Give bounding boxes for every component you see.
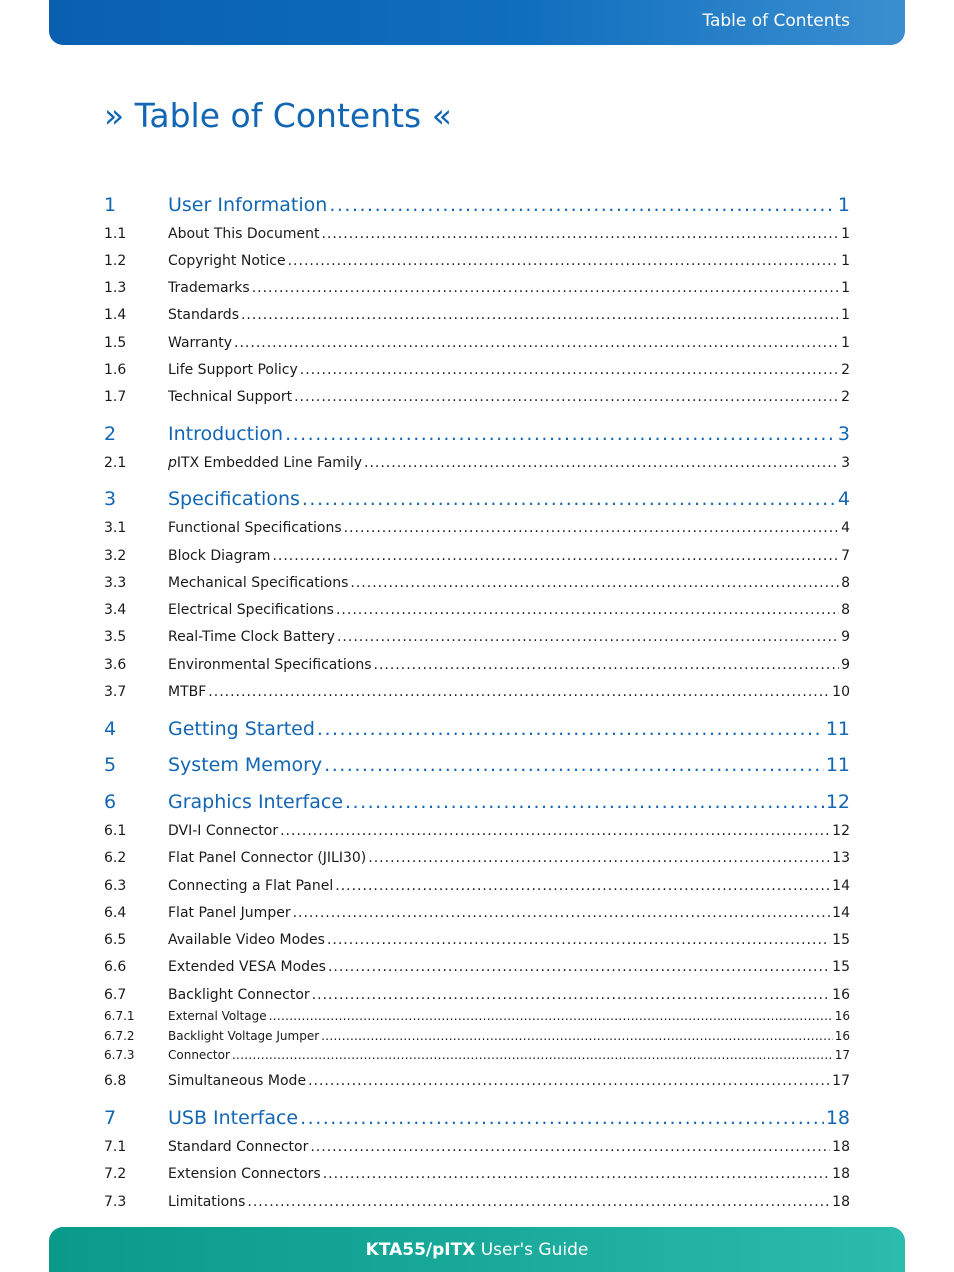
toc-entry-label: Block Diagram [168,548,271,564]
toc-entry-label: Flat Panel Jumper [168,905,291,921]
toc-leader-dots [321,1029,833,1043]
toc-entry-page: 15 [832,959,850,975]
toc-entry-page: 15 [832,932,850,948]
toc-entry-page: 12 [832,823,850,839]
header-band [49,0,905,45]
toc-entry-number: 7.1 [104,1139,127,1155]
toc-entry-page: 3 [837,423,850,445]
toc-entry-number: 6 [104,791,117,813]
toc-leader-dots [312,987,830,1003]
toc-leader-dots [368,850,830,866]
toc-leader-dots [288,253,839,269]
toc-entry-label: Introduction [168,423,284,445]
toc-leader-dots [329,194,836,216]
toc-entry-number: 3.5 [104,629,127,645]
toc-entry-number: 3.7 [104,684,127,700]
footer-product: KTA55/pITX [365,1240,476,1260]
toc-entry-label: Trademarks [168,280,250,296]
toc-leader-dots [272,548,839,564]
toc-entry-label: Mechanical Specifications [168,575,349,591]
toc-entry[interactable] [104,520,850,536]
toc-entry-page: 11 [825,754,850,776]
toc-entry-number: 6.2 [104,850,127,866]
toc-entry-page: 2 [841,362,850,378]
toc-entry-number: 6.7 [104,987,127,1003]
toc-leader-dots [336,602,839,618]
toc-entry-label: Copyright Notice [168,253,286,269]
toc-entry[interactable] [104,932,850,948]
toc-leader-dots [323,1166,830,1182]
toc-entry[interactable] [104,1194,850,1210]
footer-text [49,1240,905,1260]
toc-entry-page: 9 [841,629,850,645]
toc-entry-number: 2 [104,423,117,445]
toc-entry-label: Backlight Voltage Jumper [168,1029,320,1043]
toc-entry-number: 6.1 [104,823,127,839]
toc-entry-number: 6.7.2 [104,1029,135,1043]
toc-entry-number: 6.6 [104,959,127,975]
toc-entry[interactable] [104,1073,850,1089]
toc-entry-page: 16 [832,987,850,1003]
toc-leader-dots [350,575,839,591]
toc-entry[interactable] [104,878,850,894]
toc-entry[interactable] [104,1029,850,1043]
toc-entry-page: 1 [841,335,850,351]
toc-entry[interactable] [104,389,850,405]
toc-leader-dots [302,488,836,510]
toc-leader-dots [252,280,839,296]
toc-leader-dots [285,423,836,445]
toc-entry-number: 6.4 [104,905,127,921]
toc-entry-number: 6.5 [104,932,127,948]
toc-entry-page: 1 [841,280,850,296]
toc-entry-number: 1.3 [104,280,127,296]
toc-entry-page: 18 [825,1107,850,1129]
toc-entry[interactable] [104,362,850,378]
toc-entry-page: 11 [825,718,850,740]
toc-entry-page: 16 [834,1009,850,1023]
toc-entry-number: 3 [104,488,117,510]
toc-entry-label: Specifications [168,488,300,510]
toc-entry-number: 3.3 [104,575,127,591]
toc-leader-dots [324,754,824,776]
page-title: » Table of Contents « [104,96,452,135]
toc-entry-page: 12 [825,791,850,813]
toc-entry-number: 1 [104,194,117,216]
toc-entry-label: Flat Panel Connector (JILI30) [168,850,367,866]
toc-entry-label: pITX Embedded Line Family [168,455,362,471]
toc-entry[interactable] [104,754,850,776]
toc-entry[interactable] [104,226,850,242]
toc-entry[interactable] [104,423,850,445]
toc-entry-number: 3.2 [104,548,127,564]
toc-entry[interactable] [104,335,850,351]
toc-entry-number: 7.2 [104,1166,127,1182]
toc-leader-dots [321,226,839,242]
toc-entry-number: 7 [104,1107,117,1129]
toc-entry[interactable] [104,1166,850,1182]
toc-leader-dots [234,335,839,351]
toc-entry-page: 1 [841,307,850,323]
toc-leader-dots [241,307,839,323]
toc-entry[interactable] [104,657,850,673]
toc-entry-label: System Memory [168,754,323,776]
toc-entry-label: Electrical Specifications [168,602,334,618]
toc-entry-page: 3 [841,455,850,471]
toc-entry-page: 1 [837,194,850,216]
toc-entry-label: Backlight Connector [168,987,310,1003]
toc-leader-dots [328,959,830,975]
toc-leader-dots [247,1194,830,1210]
toc-entry-page: 18 [832,1194,850,1210]
toc-entry-number: 1.7 [104,389,127,405]
toc-leader-dots [232,1048,833,1062]
toc-entry-page: 1 [841,226,850,242]
toc-entry-label: Extension Connectors [168,1166,321,1182]
toc-entry[interactable] [104,575,850,591]
toc-entry[interactable] [104,455,850,471]
toc-entry[interactable] [104,823,850,839]
toc-entry[interactable] [104,684,850,700]
toc-entry[interactable] [104,718,850,740]
toc-entry-label: Standards [168,307,239,323]
header-section-title: Table of Contents [702,11,850,31]
toc-entry-page: 16 [834,1029,850,1043]
toc-entry-page: 4 [837,488,850,510]
toc-leader-dots [327,932,830,948]
toc-entry-number: 5 [104,754,117,776]
toc-entry-number: 1.2 [104,253,127,269]
toc-entry-number: 3.6 [104,657,127,673]
toc-leader-dots [364,455,839,471]
toc-leader-dots [344,520,839,536]
toc-entry-page: 17 [832,1073,850,1089]
toc-entry-page: 13 [832,850,850,866]
toc-entry-label: Available Video Modes [168,932,325,948]
toc-entry-page: 9 [841,657,850,673]
toc-entry[interactable] [104,959,850,975]
toc-entry-number: 2.1 [104,455,127,471]
toc-leader-dots [335,878,830,894]
toc-entry-number: 1.4 [104,307,127,323]
toc-entry-label: Extended VESA Modes [168,959,326,975]
toc-entry[interactable] [104,791,850,813]
toc-entry-label: Simultaneous Mode [168,1073,307,1089]
toc-entry-page: 10 [832,684,850,700]
toc-entry-page: 7 [841,548,850,564]
toc-entry-number: 6.7.1 [104,1009,135,1023]
toc-leader-dots [310,1139,830,1155]
toc-entry-number: 1.5 [104,335,127,351]
toc-entry[interactable] [104,987,850,1003]
toc-leader-dots [374,657,840,673]
toc-entry-label: Real-Time Clock Battery [168,629,335,645]
toc-entry-page: 14 [832,905,850,921]
toc-entry[interactable] [104,1139,850,1155]
toc-entry-page: 8 [841,575,850,591]
toc-entry-label: Technical Support [168,389,293,405]
toc-entry-number: 7.3 [104,1194,127,1210]
toc-entry-page: 1 [841,253,850,269]
toc-leader-dots [300,362,839,378]
toc-entry-label: External Voltage [168,1009,267,1023]
toc-entry[interactable] [104,280,850,296]
toc-entry-label: Life Support Policy [168,362,298,378]
toc-entry-label: Functional Specifications [168,520,342,536]
toc-leader-dots [294,389,839,405]
toc-leader-dots [345,791,824,813]
toc-entry-label: User Information [168,194,328,216]
toc-entry[interactable] [104,488,850,510]
toc-entry-page: 14 [832,878,850,894]
toc-entry[interactable] [104,548,850,564]
toc-entry[interactable] [104,307,850,323]
toc-entry-label: DVI-I Connector [168,823,279,839]
toc-entry-page: 4 [841,520,850,536]
toc-entry[interactable] [104,905,850,921]
footer-doc-title: User's Guide [480,1240,589,1260]
toc-entry[interactable] [104,253,850,269]
toc-entry-page: 17 [834,1048,850,1062]
toc-entry[interactable] [104,194,850,216]
toc-leader-dots [280,823,830,839]
toc-entry-page: 2 [841,389,850,405]
toc-leader-dots [293,905,831,921]
toc-entry-label: Getting Started [168,718,315,740]
toc-entry-label: Warranty [168,335,233,351]
toc-entry-number: 3.1 [104,520,127,536]
toc-entry-number: 1.6 [104,362,127,378]
toc-entry[interactable] [104,1048,850,1062]
toc-leader-dots [300,1107,824,1129]
toc-entry-number: 3.4 [104,602,127,618]
toc-leader-dots [337,629,839,645]
toc-entry-label: Limitations [168,1194,246,1210]
toc-entry-page: 8 [841,602,850,618]
toc-entry-label: USB Interface [168,1107,299,1129]
toc-entry-number: 6.7.3 [104,1048,135,1062]
toc-entry-page: 18 [832,1139,850,1155]
toc-entry-label: Environmental Specifications [168,657,372,673]
toc-entry-number: 6.3 [104,878,127,894]
footer-band [49,1227,905,1272]
toc-entry-number: 6.8 [104,1073,127,1089]
toc-entry-number: 1.1 [104,226,127,242]
toc-entry[interactable] [104,1107,850,1129]
toc-entry-label: Graphics Interface [168,791,344,813]
toc-entry[interactable] [104,602,850,618]
toc-entry[interactable] [104,629,850,645]
toc-entry[interactable] [104,850,850,866]
toc-leader-dots [208,684,830,700]
toc-entry-label: Connector [168,1048,230,1062]
toc-entry-label: About This Document [168,226,320,242]
toc-leader-dots [317,718,824,740]
toc-entry[interactable] [104,1009,850,1023]
toc-entry-label: Connecting a Flat Panel [168,878,334,894]
toc-leader-dots [308,1073,830,1089]
toc-entry-label: MTBF [168,684,207,700]
toc-entry-page: 18 [832,1166,850,1182]
toc-entry-number: 4 [104,718,117,740]
toc-leader-dots [269,1009,833,1023]
toc-entry-label: Standard Connector [168,1139,309,1155]
